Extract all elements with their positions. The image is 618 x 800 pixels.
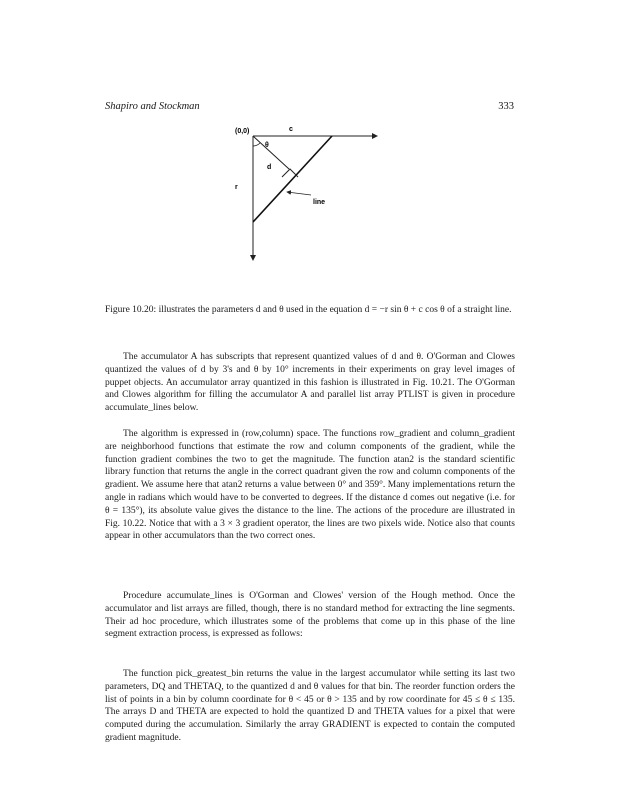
figure-caption: Figure 10.20: illustrates the parameters d and θ used in the equation d = −r sin θ + c cos θ of a straight line. (105, 305, 512, 315)
paragraph-accumulator (105, 351, 515, 415)
paragraph-text: The function pick_greatest_bin returns the value in the largest accumulator while setting its last two parameters, DQ and THETAQ, to the quantized d and θ values for that bin. The reorder function orders the list of points in a bin by column coordinate for θ < 45 or θ > 135 and by row coordinate for 45 ≤ θ ≤ 135. The arrays D and THETA are expected to hold the quantized D and THETA values for a pixel that were computed during the accumulation. Similarly the array GRADIENT is expected to contain the computed gradient magnitude. (105, 669, 515, 743)
theta-arc (253, 143, 260, 146)
paragraph-text: The algorithm is expressed in (row,column) space. The functions row_gradient and column_gradient are neighborhood functions that estimate the row and column components of the gradient, while the function gradient combines the two to get the magnitude. The function atan2 is the standard scientific library function that returns the angle in the correct quadrant given the row and column components of the gradient. We assume here that atan2 returns a value between 0° and 359°. Many implementations return the angle in radians which would have to be converted to degrees. If the distance d comes out negative (i.e. for θ = 135°), its absolute value gives the distance to the line. The actions of the procedure are illustrated in Fig. 10.22. Notice that with a 3 × 3 gradient operator, the lines are two pixels wide. Notice also that counts appear in other accumulators than the two correct ones. (105, 429, 515, 542)
paragraph-procedure (105, 590, 515, 641)
r-label: r (235, 184, 238, 191)
paragraph-text: The accumulator A has subscripts that represent quantized values of d and θ. O'Gorman and Clowes quantized the values of d by 3's and θ by 10° increments in their experiments on gray level images of puppet objects. An accumulator array quantized in this fashion is illustrated in Fig. 10.21. The O'Gorman and Clowes algorithm for filling the accumulator A and parallel list array PTLIST is given in procedure accumulate_lines below. (105, 352, 515, 414)
paragraph-algorithm (105, 428, 515, 543)
paragraph-pick-greatest-bin (105, 668, 515, 745)
line-label: line (313, 199, 326, 206)
page-header (105, 101, 514, 112)
line-pointer (287, 192, 311, 195)
c-label: c (289, 126, 293, 133)
origin-label: (0,0) (235, 128, 250, 135)
paragraph-text: Procedure accumulate_lines is O'Gorman and Clowes' version of the Hough method. Once the accumulator and list arrays are filled, though, there is no standard method for extracting the line segments. Their ad hoc procedure, which illustrates some of the problems that come up in this phase of the line segment extraction process, is expressed as follows: (105, 591, 515, 640)
hough-parameter-figure (225, 118, 385, 268)
d-label: d (267, 164, 272, 171)
theta-label: θ (265, 142, 269, 149)
page-number: 333 (498, 101, 514, 112)
running-head-authors: Shapiro and Stockman (105, 101, 200, 112)
